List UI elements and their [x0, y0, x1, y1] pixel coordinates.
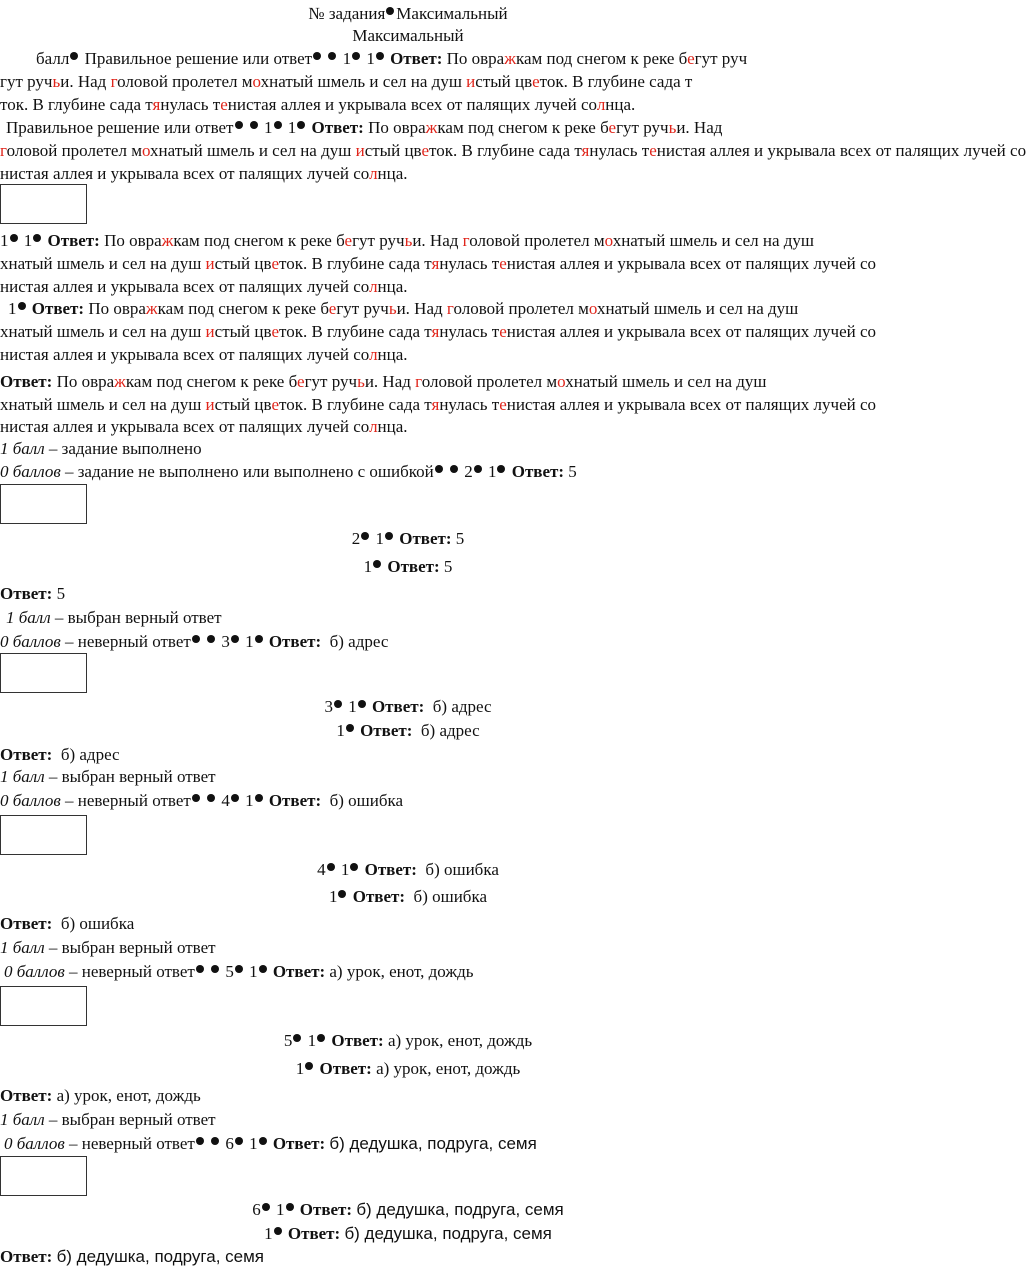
- text-line: нистая аллея и укрывала всех от палящих лучей солнца.: [0, 277, 408, 296]
- text-line: хнатый шмель и сел на душ истый цветок. В глубине сада тянулась тенистая аллея и укрывала всех от палящих лучей со: [0, 395, 877, 414]
- answer-box[interactable]: [0, 184, 87, 224]
- text-line: 1 Ответ: б) дедушка, подруга, семя: [264, 1224, 552, 1243]
- text-line: Ответ: По овражкам под снегом к реке бегут ручьи. Над головой пролетел мохнатый шмель и сел на душ: [0, 372, 767, 391]
- text-line: головой пролетел мохнатый шмель и сел на душ истый цветок. В глубине сада тянулась тенистая аллея и укрывала всех от палящих лучей со: [0, 141, 1026, 160]
- text-line: нистая аллея и укрывала всех от палящих лучей солнца.: [0, 417, 408, 436]
- bullet-icon: [386, 7, 394, 15]
- text-line: Ответ: б) дедушка, подруга, семя: [0, 1247, 264, 1266]
- text-line: 1 балл – выбран верный ответ: [0, 767, 216, 786]
- text-line: нистая аллея и укрывала всех от палящих лучей солнца.: [0, 345, 408, 364]
- text-line: 1 балл – выбран верный ответ: [0, 1110, 216, 1129]
- text-line: 0 баллов – неверный ответ 5 1 Ответ: а) урок, енот, дождь: [4, 962, 474, 981]
- title-line: № задания Максимальный: [308, 4, 508, 23]
- answer-box[interactable]: [0, 653, 87, 693]
- text-line: 1 балл – выбран верный ответ: [6, 608, 222, 627]
- text-line: Ответ: б) адрес: [0, 745, 120, 764]
- text-line: 2 1 Ответ: 5: [351, 529, 465, 548]
- text-line: Ответ: а) урок, енот, дождь: [0, 1086, 201, 1105]
- text-line: 1 1 Ответ: По овражкам под снегом к реке бегут ручьи. Над головой пролетел мохнатый шмель и сел на душ: [0, 231, 814, 250]
- answer-box[interactable]: [0, 815, 87, 855]
- text-line: 1 Ответ: 5: [363, 557, 453, 576]
- text-line: 0 баллов – неверный ответ 3 1 Ответ: б) адрес: [0, 632, 389, 651]
- text-line: Правильное решение или ответ 1 1 Ответ: По овражкам под снегом к реке бегут ручьи. Над: [6, 118, 723, 137]
- text-line: хнатый шмель и сел на душ истый цветок. В глубине сада тянулась тенистая аллея и укрывала всех от палящих лучей со: [0, 322, 877, 341]
- text-line: 0 баллов – неверный ответ 4 1 Ответ: б) ошибка: [0, 791, 404, 810]
- text-line: 0 баллов – неверный ответ 6 1 Ответ: б) дедушка, подруга, семя: [4, 1134, 537, 1153]
- text-line: хнатый шмель и сел на душ истый цветок. В глубине сада тянулась тенистая аллея и укрывала всех от палящих лучей со: [0, 254, 877, 273]
- text-line: нистая аллея и укрывала всех от палящих лучей солнца.: [0, 164, 408, 183]
- text-line: 5 1 Ответ: а) урок, енот, дождь: [283, 1031, 533, 1050]
- subtitle-line: Максимальный: [352, 26, 464, 45]
- answer-box[interactable]: [0, 986, 87, 1026]
- answer-box[interactable]: [0, 1156, 87, 1196]
- text-line: 0 баллов – задание не выполнено или выполнено с ошибкой 2 1 Ответ: 5: [0, 462, 577, 481]
- text-line: 3 1 Ответ: б) адрес: [324, 697, 492, 716]
- answer-box[interactable]: [0, 484, 87, 524]
- text-line: 1 балл – выбран верный ответ: [0, 938, 216, 957]
- text-line: 1 балл – задание выполнено: [0, 439, 202, 458]
- text-line: 4 1 Ответ: б) ошибка: [317, 860, 499, 879]
- text-line: 1 Ответ: б) адрес: [336, 721, 480, 740]
- text-line: Ответ: 5: [0, 584, 66, 603]
- text-line: балл Правильное решение или ответ 1 1 Ответ: По овражкам под снегом к реке бегут руч: [36, 49, 748, 68]
- text-line: гут ручьи. Над головой пролетел мохнатый шмель и сел на душ истый цветок. В глубине сада т: [0, 72, 693, 91]
- text-line: ток. В глубине сада тянулась тенистая аллея и укрывала всех от палящих лучей солнца.: [0, 95, 636, 114]
- text-line: 1 Ответ: По овражкам под снегом к реке бегут ручьи. Над головой пролетел мохнатый шмель и сел на душ: [8, 299, 799, 318]
- text-line: 6 1 Ответ: б) дедушка, подруга, семя: [252, 1200, 564, 1219]
- text-line: 1 Ответ: б) ошибка: [328, 887, 487, 906]
- text-line: Ответ: б) ошибка: [0, 914, 135, 933]
- text-line: 1 Ответ: а) урок, енот, дождь: [295, 1059, 521, 1078]
